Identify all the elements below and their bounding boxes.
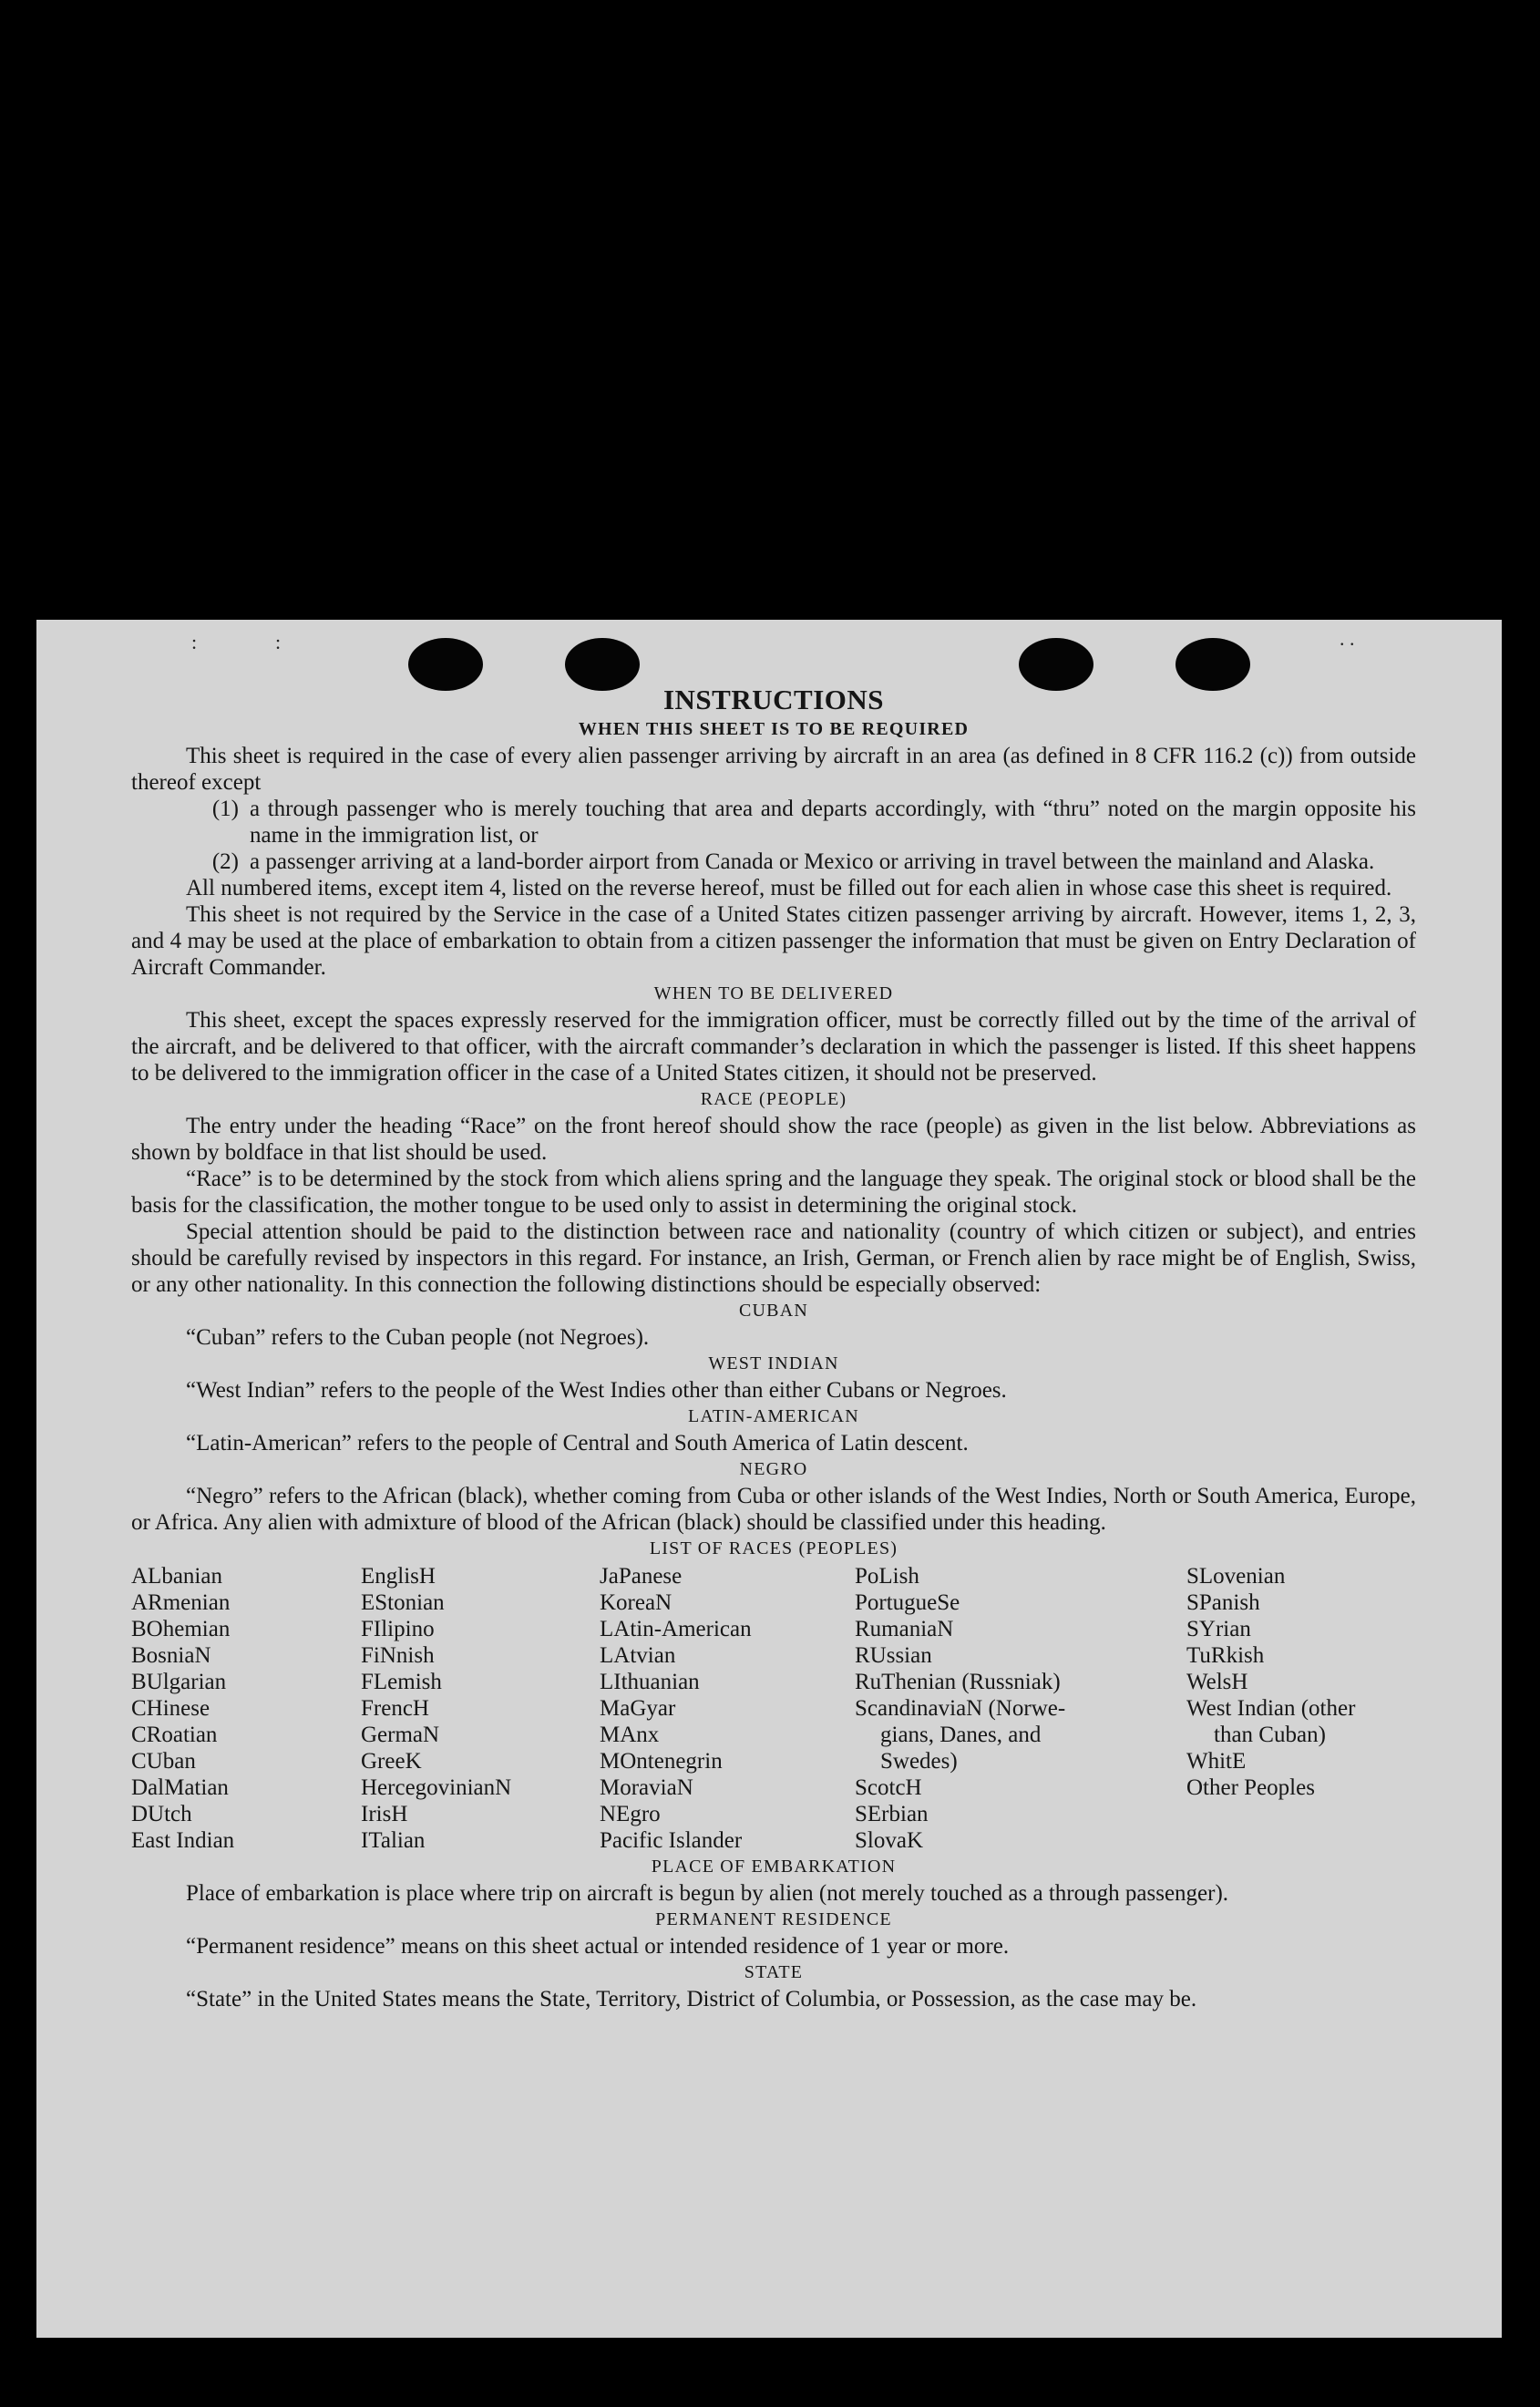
race-list-item: PortugueSe xyxy=(855,1590,960,1615)
race-list-item: EnglisH xyxy=(361,1564,436,1589)
section-heading-west-indian: WEST INDIAN xyxy=(708,1353,839,1373)
race-list-item: Other Peoples xyxy=(1186,1775,1315,1800)
race-list-column-1 xyxy=(131,1563,361,1854)
race-list-item-continued: gians, Danes, and xyxy=(880,1723,1042,1747)
race-list-item: LIthuanian xyxy=(600,1670,700,1694)
race-list-item: KoreaN xyxy=(600,1590,672,1615)
page-title: INSTRUCTIONS xyxy=(662,684,884,715)
race-paragraph-1: The entry under the heading “Race” on the front hereof should show the race (people) as given in the list below. Abbreviations as shown by boldface in that list should be used. xyxy=(131,1114,1416,1165)
race-list-item: DalMatian xyxy=(131,1775,229,1800)
race-list-item: PoLish xyxy=(855,1564,919,1589)
negro-paragraph: “Negro” refers to the African (black), whether coming from Cuba or other islands of the West Indies, North or South America, Europe, or Africa. Any alien with admixture of blood of the African (black) should be classified under this heading. xyxy=(131,1484,1416,1535)
state-paragraph: “State” in the United States means the State, Territory, District of Columbia, or Possession, as the case may be. xyxy=(186,1987,1197,2011)
speck-mark: . . xyxy=(1340,627,1355,650)
item-number: (2) xyxy=(211,849,239,874)
race-list-item: HercegovinianN xyxy=(361,1775,512,1800)
required-intro: This sheet is required in the case of every alien passenger arriving by aircraft in an area (as defined in 8 CFR 116.2 (c)) from outside thereof except xyxy=(131,744,1416,795)
section-heading-latin-american: LATIN-AMERICAN xyxy=(688,1406,859,1426)
delivered-paragraph: This sheet, except the spaces expressly reserved for the immigration officer, must be correctly filled out by the time of the arrival of the aircraft, and be delivered to that officer, with the aircraft commander’s declaration in which the passenger is listed. If this sheet happens to be delivered to the immigration officer in the case of a United States citizen, it should not be preserved. xyxy=(131,1008,1416,1085)
race-list-item: LAtvian xyxy=(600,1643,676,1668)
race-list-item: East Indian xyxy=(131,1828,235,1853)
cuban-paragraph: “Cuban” refers to the Cuban people (not Negroes). xyxy=(186,1325,650,1350)
race-list-item: ScandinaviaN (Norwe- xyxy=(855,1696,1066,1721)
race-list-item: ScotcH xyxy=(855,1775,922,1800)
race-list-column-2 xyxy=(361,1563,600,1854)
section-heading-race: RACE (PEOPLE) xyxy=(700,1089,847,1109)
exception-item-1 xyxy=(131,796,1416,849)
race-list-item: GreeK xyxy=(361,1749,422,1774)
race-list-item: RuThenian (Russniak) xyxy=(855,1670,1061,1694)
race-list xyxy=(131,1563,1416,1854)
race-list-item: NEgro xyxy=(600,1802,661,1826)
section-heading-state: STATE xyxy=(744,1962,804,1982)
item-text: a through passenger who is merely touching that area and departs accordingly, with “thru” noted on the margin opposite his name in the immigration list, or xyxy=(250,797,1416,848)
race-list-item: GermaN xyxy=(361,1723,440,1747)
latin-american-paragraph: “Latin-American” refers to the people of Central and South America of Latin descent. xyxy=(186,1431,969,1456)
race-list-item: SErbian xyxy=(855,1802,929,1826)
race-list-item: LAtin-American xyxy=(600,1617,752,1641)
exception-item-2 xyxy=(131,849,1416,875)
race-list-column-4 xyxy=(855,1563,1186,1854)
section-heading-when-delivered: WHEN TO BE DELIVERED xyxy=(653,983,894,1003)
race-paragraph-2: “Race” is to be determined by the stock from which aliens spring and the language they speak. The original stock or blood shall be the basis for the classification, the mother tongue to be used only to assist in determining the original stock. xyxy=(131,1167,1416,1218)
race-list-item: FIlipino xyxy=(361,1617,435,1641)
race-list-item: TuRkish xyxy=(1186,1643,1265,1668)
race-list-item: SLovenian xyxy=(1186,1564,1286,1589)
race-list-item: FLemish xyxy=(361,1670,442,1694)
race-list-item: EStonian xyxy=(361,1590,445,1615)
race-list-item: BUlgarian xyxy=(131,1670,227,1694)
race-list-item: MoraviaN xyxy=(600,1775,693,1800)
race-list-item: MAnx xyxy=(600,1723,660,1747)
race-list-item: MOntenegrin xyxy=(600,1749,723,1774)
race-list-item: DUtch xyxy=(131,1802,192,1826)
race-list-item: SlovaK xyxy=(855,1828,923,1853)
race-list-item-continued: than Cuban) xyxy=(1214,1723,1326,1747)
section-heading-cuban: CUBAN xyxy=(738,1301,808,1321)
race-list-item: IrisH xyxy=(361,1802,408,1826)
race-list-item: West Indian (other xyxy=(1186,1696,1356,1721)
item-text: a passenger arriving at a land-border airport from Canada or Mexico or arriving in travel between the mainland and Alaska. xyxy=(250,849,1375,874)
race-list-item: FrencH xyxy=(361,1696,429,1721)
not-required-paragraph: This sheet is not required by the Service in the case of a United States citizen passenger arriving by aircraft. However, items 1, 2, 3, and 4 may be used at the place of embarkation to obtain from a citizen passenger the information that must be given on Entry Declaration of Aircraft Commander. xyxy=(131,902,1416,980)
race-list-item: Pacific Islander xyxy=(600,1828,743,1853)
race-list-item: SYrian xyxy=(1186,1617,1251,1641)
race-list-item: WhitE xyxy=(1186,1749,1247,1774)
numbered-items-paragraph: All numbered items, except item 4, listed on the reverse hereof, must be filled out for each alien in whose case this sheet is required. xyxy=(186,876,1392,900)
item-number: (1) xyxy=(211,797,239,821)
section-heading-race-list: LIST OF RACES (PEOPLES) xyxy=(649,1538,898,1558)
instructions-content xyxy=(131,684,1416,2012)
race-list-item: ARmenian xyxy=(131,1590,231,1615)
race-list-item: CHinese xyxy=(131,1696,210,1721)
race-list-item: WelsH xyxy=(1186,1670,1248,1694)
race-list-item: CRoatian xyxy=(131,1723,218,1747)
race-list-column-5 xyxy=(1186,1563,1416,1854)
west-indian-paragraph: “West Indian” refers to the people of the West Indies other than either Cubans or Negroes. xyxy=(186,1378,1007,1403)
race-list-item: BosniaN xyxy=(131,1643,211,1668)
race-list-item-continued: Swedes) xyxy=(880,1749,958,1774)
race-paragraph-3: Special attention should be paid to the distinction between race and nationality (country of which citizen or subject), and entries should be carefully revised by inspectors in this regard. For instance, an Irish, German, or French alien by race might be of English, Swiss, or any other nationality. In this connection the following distinctions should be especially observed: xyxy=(131,1219,1416,1297)
race-list-item: BOhemian xyxy=(131,1617,231,1641)
speck-mark: : xyxy=(275,631,282,653)
race-list-item: MaGyar xyxy=(600,1696,676,1721)
residence-paragraph: “Permanent residence” means on this sheet actual or intended residence of 1 year or more. xyxy=(186,1934,1010,1959)
race-list-item: ITalian xyxy=(361,1828,426,1853)
race-list-item: CUban xyxy=(131,1749,196,1774)
section-heading-negro: NEGRO xyxy=(739,1459,808,1479)
speck-mark: : xyxy=(191,631,198,653)
race-list-item: FiNnish xyxy=(361,1643,435,1668)
race-list-column-3 xyxy=(600,1563,855,1854)
race-list-item: RumaniaN xyxy=(855,1617,954,1641)
section-heading-embarkation: PLACE OF EMBARKATION xyxy=(651,1857,897,1877)
embarkation-paragraph: Place of embarkation is place where trip on aircraft is begun by alien (not merely touched as a through passenger). xyxy=(186,1881,1229,1906)
race-list-item: ALbanian xyxy=(131,1564,222,1589)
section-heading-when-required: WHEN THIS SHEET IS TO BE REQUIRED xyxy=(578,719,970,739)
race-list-item: JaPanese xyxy=(600,1564,683,1589)
race-list-item: RUssian xyxy=(855,1643,932,1668)
race-list-item: SPanish xyxy=(1186,1590,1260,1615)
section-heading-permanent-residence: PERMANENT RESIDENCE xyxy=(655,1909,892,1929)
instruction-sheet xyxy=(36,620,1502,2338)
